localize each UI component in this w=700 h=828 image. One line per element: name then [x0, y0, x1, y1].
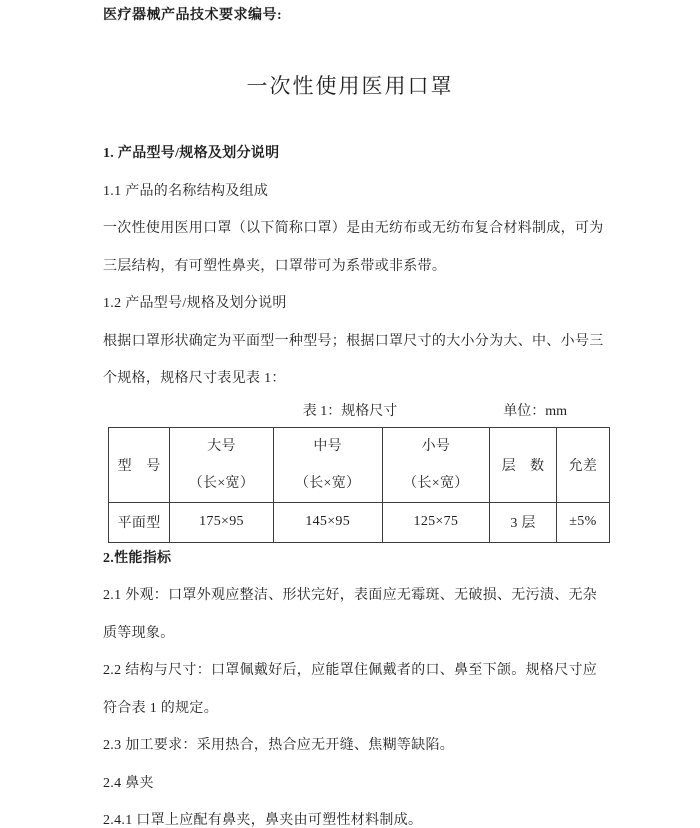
cell-medium: 145×95	[273, 502, 382, 542]
col-header-large-dims: （长×宽）	[188, 475, 255, 491]
clause-2-4-1-line: 2.4.1 口罩上应配有鼻夹，鼻夹由可塑性材料制成。	[103, 813, 423, 828]
table-caption-row	[90, 400, 610, 424]
cell-model: 平面型	[109, 502, 170, 542]
col-header-tolerance: 允差	[556, 427, 609, 502]
col-header-large	[170, 427, 274, 502]
clause-1-2-text-line-2: 个规格，规格尺寸表见表 1：	[103, 371, 286, 386]
document-title: 一次性使用医用口罩	[246, 74, 454, 98]
table-data-row	[109, 502, 610, 542]
clause-2-1-line-2: 质等现象。	[103, 625, 175, 641]
table-caption: 表 1：规格尺寸	[302, 403, 398, 419]
col-header-model: 型 号	[109, 427, 170, 502]
col-header-medium-dims: （长×宽）	[294, 475, 361, 491]
col-header-layers: 层 数	[490, 427, 557, 502]
spec-table	[108, 427, 610, 543]
section-1-heading: 1. 产品型号/规格及划分说明	[103, 146, 280, 161]
table-unit-label: 单位：mm	[503, 403, 567, 419]
section-1	[103, 135, 604, 398]
col-header-small-size: 小号	[421, 438, 451, 454]
cell-tolerance: ±5%	[556, 502, 609, 542]
doc-number-label: 医疗器械产品技术要求编号:	[103, 8, 283, 23]
cell-large: 175×95	[170, 502, 274, 542]
clause-2-3-line: 2.3 加工要求：采用热合，热合应无开缝、焦糊等缺陷。	[103, 738, 455, 753]
section-2-heading: 2.性能指标	[103, 550, 172, 566]
clause-1-2-text-line-1: 根据口罩形状确定为平面型一种型号；根据口罩尺寸的大小分为大、中、小号三	[103, 333, 604, 349]
col-header-medium-size: 中号	[313, 438, 342, 454]
cell-layers: 3 层	[490, 502, 557, 542]
clause-2-2-line-1: 2.2 结构与尺寸：口罩佩戴好后，应能罩住佩戴者的口、鼻至下颌。规格尺寸应	[103, 663, 598, 678]
cell-small: 125×75	[382, 502, 490, 542]
col-header-small-dims: （长×宽）	[403, 475, 469, 491]
table-header-row	[109, 427, 610, 502]
clause-1-1-heading: 1.1 产品的名称结构及组成	[103, 183, 269, 199]
clause-2-1-line-1: 2.1 外观：口罩外观应整洁、形状完好，表面应无霉斑、无破损、无污渍、无杂	[103, 588, 598, 603]
col-header-large-size: 大号	[207, 438, 236, 454]
clause-2-2-line-2: 符合表 1 的规定。	[103, 700, 218, 716]
clause-1-2-heading: 1.2 产品型号/规格及划分说明	[103, 296, 287, 311]
col-header-medium	[273, 427, 382, 502]
clause-1-1-text-line-1: 一次性使用医用口罩（以下简称口罩）是由无纺布或无纺布复合材料制成，可为	[103, 221, 604, 236]
section-2	[103, 540, 597, 828]
clause-2-4-heading: 2.4 鼻夹	[103, 775, 154, 791]
clause-1-1-text-line-2: 三层结构，有可塑性鼻夹，口罩带可为系带或非系带。	[103, 258, 447, 274]
col-header-small	[382, 427, 490, 502]
